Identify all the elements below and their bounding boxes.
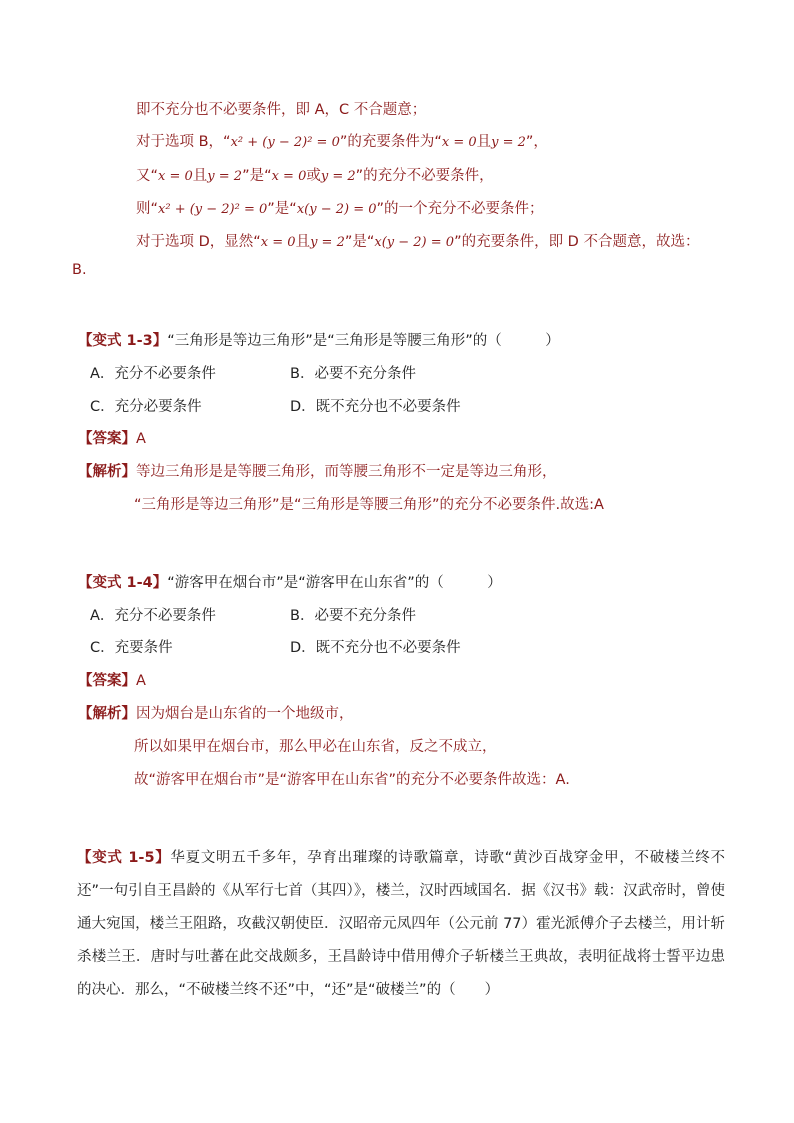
question-label: 【变式 1-3】 <box>78 333 168 349</box>
text: 且 <box>476 134 492 150</box>
analysis-text: 所以如果甲在烟台市，那么甲必在山东省，反之不成立， <box>134 739 497 755</box>
solution-line-2 <box>136 132 548 153</box>
text: ”的一个充分不必要条件； <box>376 201 544 217</box>
text: ”是“ <box>242 168 272 184</box>
solution-line-1 <box>136 100 426 120</box>
question-text: “游客甲在烟台市”是“游客甲在山东省”的（ ） <box>167 575 502 591</box>
text: 又“ <box>136 168 159 184</box>
math-expression: x² + (y − 2)² = 0 <box>230 135 340 150</box>
analysis-label: 【解析】 <box>78 706 136 722</box>
answer-1-4 <box>78 671 146 691</box>
option-b: B．必要不充分条件 <box>290 366 416 382</box>
solution-line-6 <box>72 260 87 280</box>
analysis-1-4-line-1 <box>78 704 354 724</box>
analysis-label: 【解析】 <box>78 464 136 480</box>
question-1-4-stem <box>78 573 502 593</box>
option-c: C．充要条件 <box>90 640 173 656</box>
text: 且 <box>295 234 311 250</box>
answer-label: 【答案】 <box>78 431 136 447</box>
math-expression: y = 2 <box>310 235 345 250</box>
option-b: B．必要不充分条件 <box>290 608 416 624</box>
text: ”的充要条件为“ <box>339 134 442 150</box>
text: ”， <box>525 134 548 150</box>
question-1-5 <box>77 842 725 1007</box>
answer-value: A <box>136 673 146 689</box>
text: ”是“ <box>344 234 375 250</box>
question-1-3-stem <box>78 331 560 351</box>
text: 则“ <box>136 201 159 217</box>
analysis-1-4-line-2 <box>134 737 497 757</box>
math-expression: y = 2 <box>491 135 526 150</box>
text: 对于选项 B，“ <box>136 134 231 150</box>
question-text: 华夏文明五千多年，孕育出璀璨的诗歌篇章，诗歌“黄沙百战穿金甲，不破楼兰终不还”一句引自王昌龄的《从军行七首（其四）》，楼兰，汉时西域国名．据《汉书》载：汉武帝时，曾使通大宛国，楼兰王阻路，攻截汉朝使臣．汉昭帝元凤四年（公元前 77）霍光派傅介子去楼兰，用计斩杀楼兰王．唐时与吐蕃在此交战颇多，王昌龄诗中借用傅介子斩楼兰王典故，表明征战将士誓平边患的决心．那么，“不破楼兰终不还”中，“还”是“破楼兰”的（ ） <box>77 850 725 998</box>
question-label: 【变式 1-4】 <box>78 575 168 591</box>
question-label: 【变式 1-5】 <box>77 850 171 866</box>
solution-line-5 <box>136 232 699 253</box>
option-c: C．充分必要条件 <box>90 399 202 415</box>
analysis-1-3-line-2 <box>134 495 604 515</box>
text: ”的充要条件，即 D 不合题意，故选： <box>454 234 700 250</box>
analysis-text: 等边三角形是是等腰三角形，而等腰三角形不一定是等边三角形， <box>136 464 557 480</box>
text: 即不充分也不必要条件，即 A，C 不合题意； <box>136 102 427 118</box>
text: B. <box>72 262 87 278</box>
math-expression: x(y − 2) = 0 <box>374 235 455 250</box>
math-expression: y = 2 <box>207 169 243 184</box>
math-expression: x² + (y − 2)² = 0 <box>158 202 268 217</box>
analysis-text: 因为烟台是山东省的一个地级市， <box>136 706 354 722</box>
math-expression: x = 0 <box>271 169 307 184</box>
analysis-text: 故“游客甲在烟台市”是“游客甲在山东省”的充分不必要条件故选：A. <box>134 772 570 788</box>
answer-1-3 <box>78 429 146 449</box>
question-text: “三角形是等边三角形”是“三角形是等腰三角形”的（ ） <box>167 333 560 349</box>
math-expression: x = 0 <box>260 235 296 250</box>
option-d: D．既不充分也不必要条件 <box>290 640 461 656</box>
answer-value: A <box>136 431 146 447</box>
solution-line-3 <box>136 166 494 187</box>
text: ”是“ <box>267 201 297 217</box>
option-d: D．既不充分也不必要条件 <box>290 399 461 415</box>
answer-label: 【答案】 <box>78 673 136 689</box>
analysis-1-3-line-1 <box>78 462 557 482</box>
analysis-1-4-line-3 <box>134 770 570 790</box>
text: 且 <box>192 168 208 184</box>
text: 对于选项 D，显然“ <box>136 234 261 250</box>
math-expression: y = 2 <box>320 169 356 184</box>
analysis-text: “三角形是等边三角形”是“三角形是等腰三角形”的充分不必要条件.故选:A <box>134 497 604 513</box>
option-a: A．充分不必要条件 <box>90 608 216 624</box>
text: ”的充分不必要条件， <box>355 168 494 184</box>
math-expression: x(y − 2) = 0 <box>296 202 377 217</box>
text: 或 <box>306 168 321 184</box>
math-expression: x = 0 <box>158 169 193 184</box>
option-a: A．充分不必要条件 <box>90 366 216 382</box>
solution-line-4 <box>136 199 544 220</box>
math-expression: x = 0 <box>441 135 477 150</box>
